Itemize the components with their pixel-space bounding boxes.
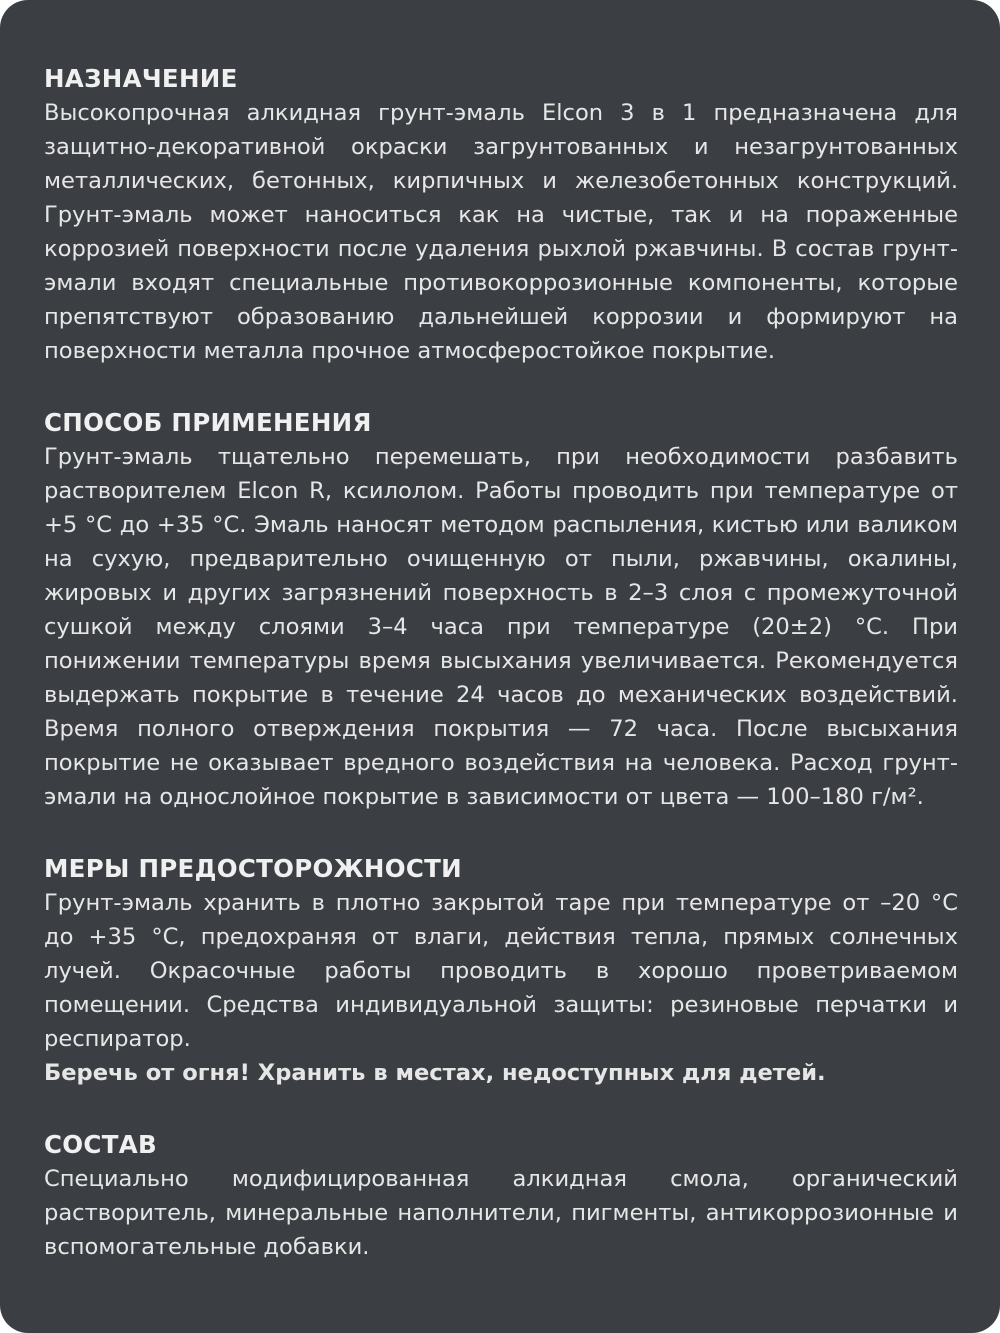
- section-text: Высокопрочная алкидная грунт-эмаль Elcon 3 в 1 предназначена для защитно-декоративной окраски загрунтованных и незагрунтованных металлических, бетонных, кирпичных и железобетонных конструкций. Грунт-эмаль может наноситься как на чистые, так и на пораженные коррозией поверхности после удаления рыхлой ржавчины. В состав грунт-эмали входят специальные противокоррозионные компоненты, которые препятствуют образованию дальнейшей коррозии и формируют на поверхности металла прочное атмосферостойкое покрытие.: [44, 100, 958, 364]
- precautions-text: Грунт-эмаль хранить в плотно закрытой таре при температуре от –20 °С до +35 °С, предохраняя от влаги, действия тепла, прямых солнечных лучей. Окрасочные работы проводить в хорошо проветриваемом помещении. Средства индивидуальной защиты: резиновые перчатки и респиратор.: [44, 890, 958, 1052]
- section-precautions: [44, 852, 958, 1090]
- section-application: [44, 406, 958, 814]
- section-heading: НАЗНАЧЕНИЕ: [44, 64, 238, 93]
- section-heading: СОСТАВ: [44, 1130, 157, 1159]
- section-text: [44, 886, 958, 1090]
- section-text: Специально модифицированная алкидная смола, органический растворитель, минеральные наполнители, пигменты, антикоррозионные и вспомогательные добавки.: [44, 1166, 958, 1260]
- section-composition: [44, 1128, 958, 1264]
- section-purpose: [44, 62, 958, 368]
- section-text: Грунт-эмаль тщательно перемешать, при необходимости разбавить растворителем Elcon R, ксилолом. Работы проводить при температуре от +5 °С до +35 °С. Эмаль наносят методом распыления, кистью или валиком на сухую, предварительно очищенную от пыли, ржавчины, окалины, жировых и других загрязнений поверхность в 2–3 слоя с промежуточной сушкой между слоями 3–4 часа при температуре (20±2) °С. При понижении температуры время высыхания увеличивается. Рекомендуется выдержать покрытие в течение 24 часов до механических воздействий. Время полного отверждения покрытия — 72 часа. После высыхания покрытие не оказывает вредного воздействия на человека. Расход грунт-эмали на однослойное покрытие в зависимости от цвета — 100–180 г/м².: [44, 444, 958, 810]
- warning-text: Беречь от огня! Хранить в местах, недоступных для детей.: [44, 1060, 826, 1086]
- section-heading: СПОСОБ ПРИМЕНЕНИЯ: [44, 408, 372, 437]
- section-heading: МЕРЫ ПРЕДОСТОРОЖНОСТИ: [44, 854, 462, 883]
